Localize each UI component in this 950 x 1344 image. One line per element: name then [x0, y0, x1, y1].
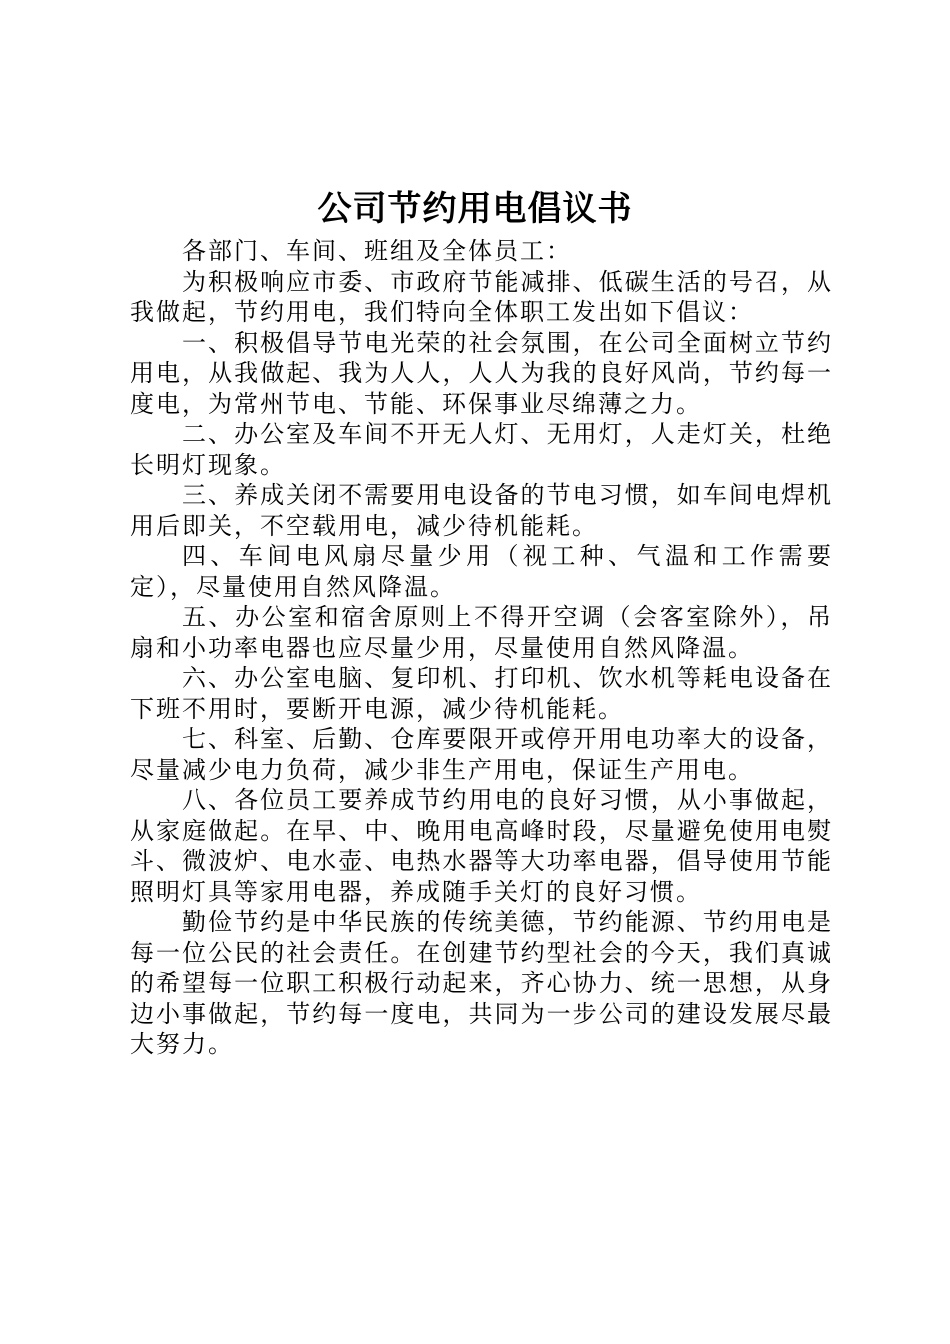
document-body	[130, 236, 833, 1060]
paragraph-item-5: 五、办公室和宿舍原则上不得开空调（会客室除外），吊扇和小功率电器也应尽量少用，尽量使用自然风降温。	[130, 603, 833, 662]
paragraph-item-4: 四、车间电风扇尽量少用（视工种、气温和工作需要定），尽量使用自然风降温。	[130, 542, 833, 601]
paragraph-item-3: 三、养成关闭不需要用电设备的节电习惯，如车间电焊机用后即关，不空载用电，减少待机能耗。	[130, 481, 833, 540]
paragraph-item-6: 六、办公室电脑、复印机、打印机、饮水机等耗电设备在下班不用时，要断开电源，减少待机能耗。	[130, 664, 833, 723]
paragraph-item-1: 一、积极倡导节电光荣的社会氛围，在公司全面树立节约用电，从我做起、我为人人，人人为我的良好风尚，节约每一度电，为常州节电、节能、环保事业尽绵薄之力。	[130, 328, 833, 418]
paragraph-item-7: 七、科室、后勤、仓库要限开或停开用电功率大的设备，尽量减少电力负荷，减少非生产用电，保证生产用电。	[130, 725, 833, 784]
document-title: 公司节约用电倡议书	[317, 189, 633, 229]
paragraph-intro: 为积极响应市委、市政府节能减排、低碳生活的号召，从我做起，节约用电，我们特向全体职工发出如下倡议：	[130, 267, 833, 326]
paragraph-closing: 勤俭节约是中华民族的传统美德，节约能源、节约用电是每一位公民的社会责任。在创建节约型社会的今天，我们真诚的希望每一位职工积极行动起来，齐心协力、统一思想，从身边小事做起，节约每一度电，共同为一步公司的建设发展尽最大努力。	[130, 908, 833, 1058]
paragraph-item-8: 八、各位员工要养成节约用电的良好习惯，从小事做起，从家庭做起。在早、中、晚用电高峰时段，尽量避免使用电熨斗、微波炉、电水壶、电热水器等大功率电器，倡导使用节能照明灯具等家用电器，养成随手关灯的良好习惯。	[130, 786, 833, 906]
salutation: 各部门、车间、班组及全体员工：	[182, 237, 572, 265]
paragraph-item-2: 二、办公室及车间不开无人灯、无用灯，人走灯关，杜绝长明灯现象。	[130, 420, 833, 479]
